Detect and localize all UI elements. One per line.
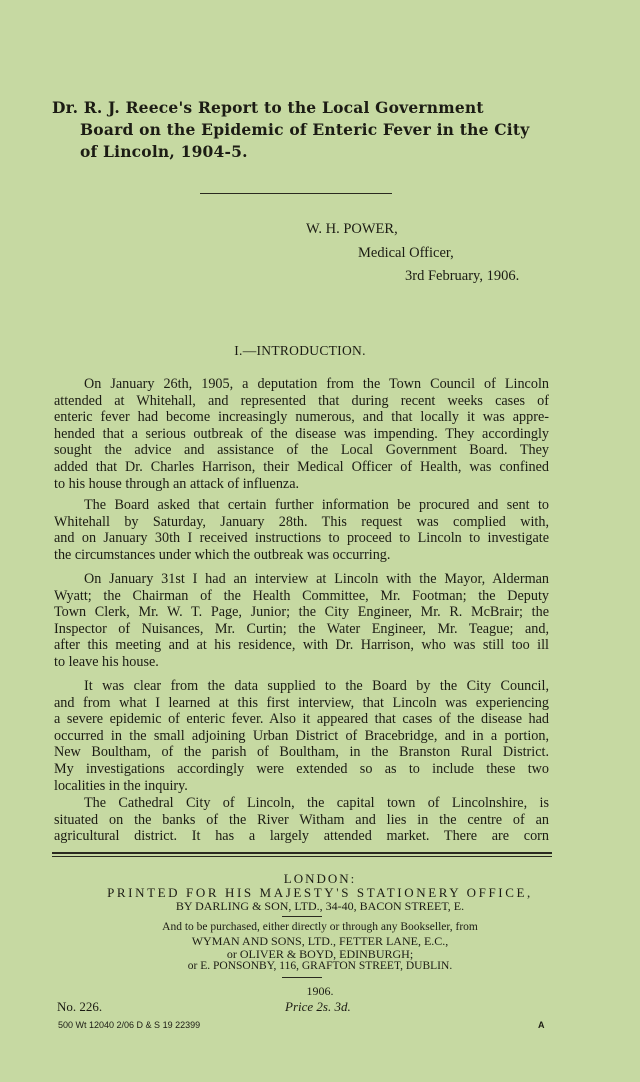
- imprint-seller-2: or OLIVER & BOYD, EDINBURGH;: [226, 947, 414, 961]
- paragraph-1: [54, 376, 549, 492]
- paragraph-line: a severe epidemic of enteric fever. Also it appeared that cases of the disease had: [54, 711, 549, 728]
- paragraph-line: The Board asked that certain further information be procured and sent to: [84, 497, 549, 513]
- paragraph-line: situated on the banks of the River Witham and lies in the centre of an: [54, 811, 549, 828]
- paragraph-line: attended at Whitehall, and represented that during recent weeks cases of: [54, 392, 549, 409]
- paragraph-line: the circumstances under which the outbreak was occurring.: [54, 546, 391, 563]
- signature-date: 3rd February, 1906.: [405, 268, 520, 284]
- paragraph-line: It was clear from the data supplied to the Board by the City Council,: [84, 678, 549, 694]
- publication-number: No. 226.: [57, 999, 103, 1014]
- paragraph-line: after this meeting and at his residence, with Dr. Harrison, who was still too ill: [54, 637, 549, 654]
- imprint-seller-1: WYMAN AND SONS, LTD., FETTER LANE, E.C.,: [191, 934, 449, 948]
- paragraph-line: agricultural district. It has a largely attended market. There are corn: [54, 828, 549, 845]
- print-mark: A: [538, 1020, 545, 1030]
- paragraph-line: to leave his house.: [54, 653, 159, 670]
- paragraph-line: localities in the inquiry.: [54, 777, 188, 794]
- imprint-printer: PRINTED FOR HIS MAJESTY'S STATIONERY OFFICE,: [107, 885, 533, 900]
- paragraph-line: On January 26th, 1905, a deputation from the Town Council of Lincoln: [84, 376, 549, 392]
- paragraph-line: Inspector of Nuisances, Mr. Curtin; the Water Engineer, Mr. Teague; and,: [54, 620, 549, 637]
- imprint-divider-1: [282, 916, 322, 917]
- signature-role: Medical Officer,: [358, 245, 454, 261]
- title-divider: [200, 193, 392, 194]
- paragraph-line: Whitehall by Saturday, January 28th. This request was complied with,: [54, 513, 549, 530]
- paragraph-line: On January 31st I had an interview at Lincoln with the Mayor, Alderman: [84, 571, 549, 587]
- paragraph-4: [54, 678, 549, 794]
- imprint-by: BY DARLING & SON, LTD., 34-40, BACON STREET, E.: [175, 899, 465, 913]
- section-heading: I.—INTRODUCTION.: [234, 343, 366, 358]
- paragraph-line: to his house through an attack of influenza.: [54, 475, 300, 492]
- footer-rule-bottom: [52, 856, 552, 857]
- footer-rule-top: [52, 852, 552, 854]
- paragraph-line: My investigations accordingly were extended so as to include these two: [54, 760, 549, 777]
- paragraph-5: [54, 795, 549, 845]
- paragraph-line: occurred in the small adjoining Urban District of Bracebridge, and in a portion,: [54, 727, 549, 744]
- paragraph-2: [54, 497, 549, 563]
- paragraph-3: [54, 571, 549, 671]
- title-line-1: Dr. R. J. Reece's Report to the Local Government: [52, 98, 484, 117]
- report-title: [52, 97, 612, 163]
- paragraph-line: enteric fever had become increasingly numerous, and that locally it was appre-: [54, 409, 549, 426]
- imprint-city: LONDON:: [283, 871, 357, 886]
- paragraph-line: New Boultham, of the parish of Boultham, in the Branston Rural District.: [54, 744, 549, 761]
- paragraph-line: added that Dr. Charles Harrison, their Medical Officer of Health, was confined: [54, 458, 549, 475]
- title-line-3: of Lincoln, 1904-5.: [80, 142, 248, 161]
- imprint-divider-2: [282, 977, 322, 978]
- print-code: 500 Wt 12040 2/06 D & S 19 22399: [58, 1020, 201, 1030]
- paragraph-line: The Cathedral City of Lincoln, the capital town of Lincolnshire, is: [84, 795, 549, 811]
- signature-name: W. H. POWER,: [306, 221, 398, 237]
- paragraph-line: hended that a serious outbreak of the disease was impending. They accordingly: [54, 425, 549, 442]
- title-line-2: Board on the Epidemic of Enteric Fever in the City: [80, 120, 530, 139]
- paragraph-line: Wyatt; the Chairman of the Health Committee, Mr. Footman; the Deputy: [54, 587, 549, 604]
- imprint-year: 1906.: [306, 984, 334, 998]
- paragraph-line: sought the advice and assistance of the Local Government Board. They: [54, 442, 549, 459]
- price: Price 2s. 3d.: [285, 999, 351, 1014]
- paragraph-line: and on January 30th I received instructions to proceed to Lincoln to investigate: [54, 530, 549, 547]
- imprint-seller-3: or E. PONSONBY, 116, GRAFTON STREET, DUBLIN.: [187, 960, 453, 972]
- imprint-purchase: And to be purchased, either directly or through any Bookseller, from: [162, 921, 478, 933]
- paragraph-line: and from what I learned at this first interview, that Lincoln was experiencing: [54, 694, 549, 711]
- paragraph-line: Town Clerk, Mr. W. T. Page, Junior; the City Engineer, Mr. R. McBrair; the: [54, 604, 549, 621]
